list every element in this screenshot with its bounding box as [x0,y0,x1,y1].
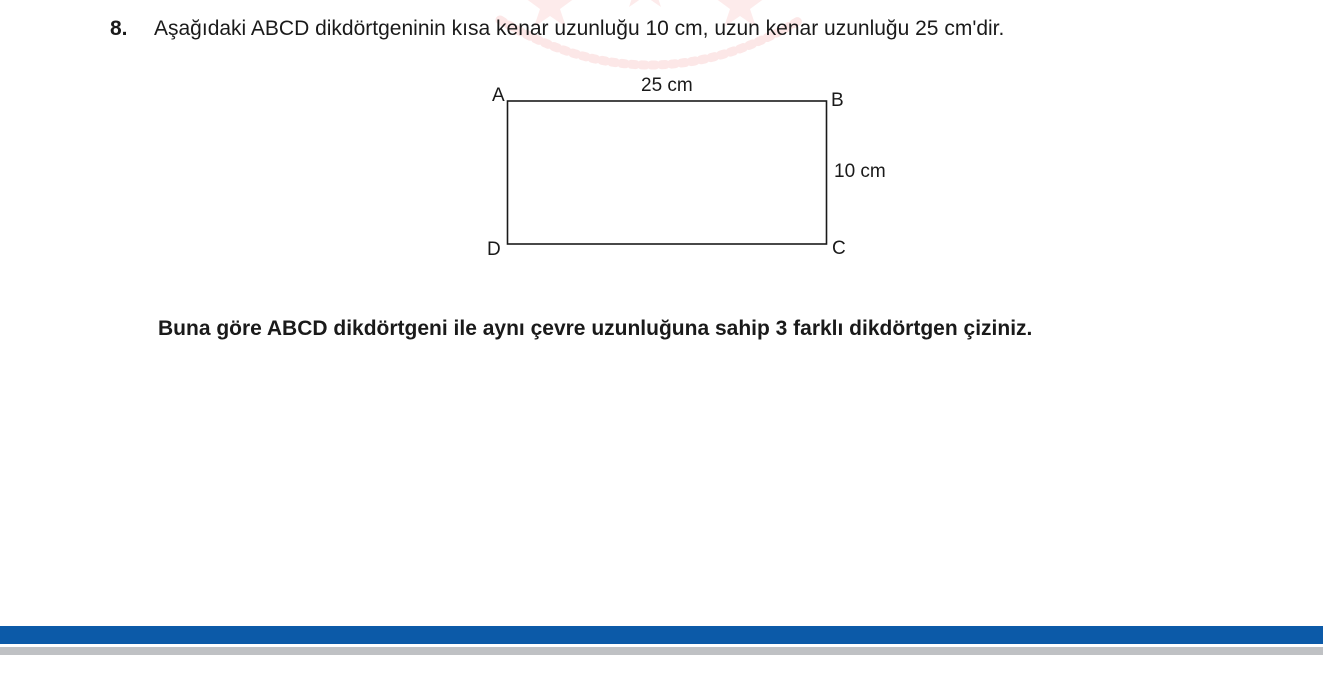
footer-grey-band [0,647,1323,655]
footer-blue-band [0,626,1323,644]
vertex-b-label: B [831,90,844,111]
rectangle-abcd [508,101,827,244]
vertex-d-label: D [487,239,501,260]
question-text: Aşağıdaki ABCD dikdörtgeninin kısa kenar uzunluğu 10 cm, uzun kenar uzunluğu 25 cm'dir. [154,17,1005,40]
rectangle-figure [470,70,910,270]
vertex-a-label: A [492,85,505,106]
question-number: 8. [110,17,128,40]
top-side-length-label: 25 cm [641,75,693,96]
task-instruction: Buna göre ABCD dikdörtgeni ile aynı çevre uzunluğuna sahip 3 farklı dikdörtgen çiziniz. [158,317,1033,340]
vertex-c-label: C [832,238,846,259]
right-side-length-label: 10 cm [834,161,886,182]
rectangle-diagram [470,70,910,270]
